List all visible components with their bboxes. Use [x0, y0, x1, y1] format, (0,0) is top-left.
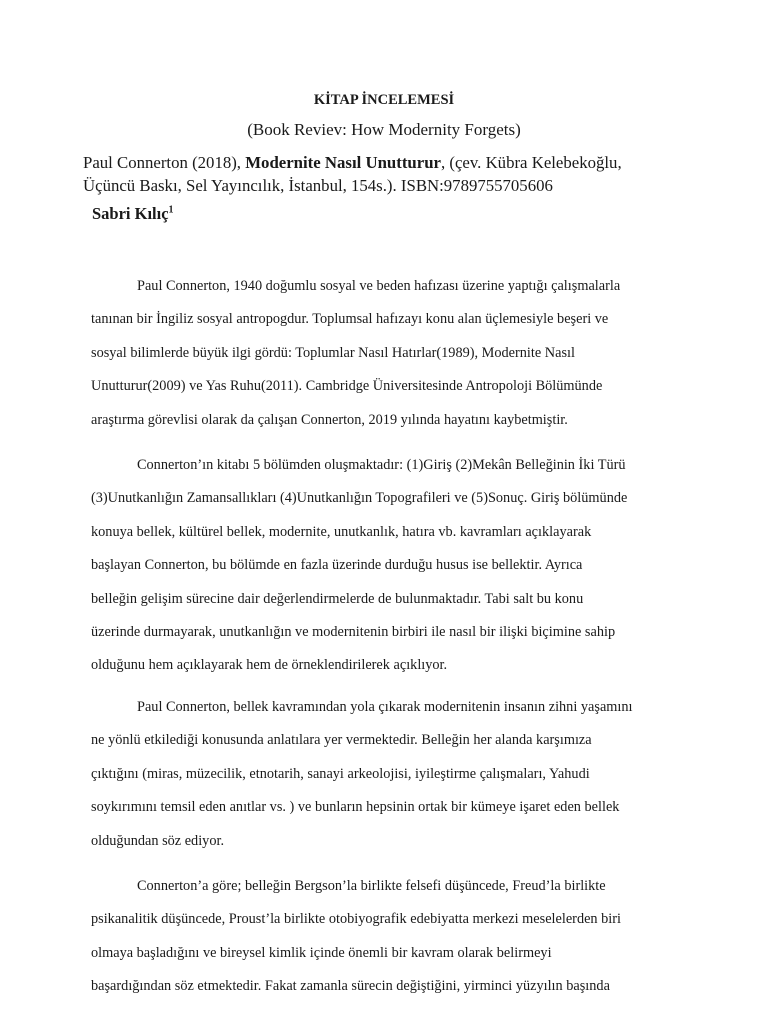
review-subtitle: (Book Reviev: How Modernity Forgets) — [247, 120, 521, 139]
citation-author-year: Paul Connerton (2018), — [83, 153, 242, 172]
paragraph-line: belleğin gelişim sürecine dair değerlendirmelerde de bulunmaktadır. Tabi salt bu konu — [91, 590, 584, 607]
footnote-marker: 1 — [168, 204, 174, 216]
reviewer-name — [92, 204, 174, 224]
paragraph-line: başlayan Connerton, bu bölümde en fazla üzerinde durduğu husus ise bellektir. Ayrıca — [91, 557, 583, 574]
paragraph-line: araştırma görevlisi olarak da çalışan Connerton, 2019 yılında hayatını kaybetmiştir. — [91, 411, 568, 428]
paragraph-line: (3)Unutkanlığın Zamansallıkları (4)Unutkanlığın Topografileri ve (5)Sonuç. Giriş bölümünde — [91, 490, 628, 507]
citation-line-2: Üçüncü Baskı, Sel Yayıncılık, İstanbul, 154s.). ISBN:9789755705606 — [83, 176, 553, 195]
reviewer-name-text: Sabri Kılıç — [92, 204, 169, 223]
paragraph-line: Paul Connerton, bellek kavramından yola çıkarak modernitenin insanın zihni yaşamını — [137, 699, 633, 715]
paragraph-line: olduğunu hem açıklayarak hem de örneklendirilerek açıklıyor. — [91, 657, 448, 674]
paragraph-line: Unutturur(2009) ve Yas Ruhu(2011). Cambridge Üniversitesinde Antropoloji Bölümünde — [91, 378, 603, 395]
paragraph-line: konuya bellek, kültürel bellek, modernite, unutkanlık, hatıra vb. kavramları açıklayarak — [91, 523, 592, 540]
paragraph-line: üzerinde durmayarak, unutkanlığın ve modernitenin birbiri ile nasıl bir ilişki biçimine sahip — [91, 624, 616, 640]
paragraph-line: olduğundan söz ediyor. — [91, 832, 225, 849]
paragraph-line: psikanalitik düşüncede, Proust’la birlikte otobiyografik edebiyatta merkezi meselelerden biri — [91, 911, 622, 928]
paragraph-line: tanınan bir İngiliz sosyal antropogdur. Toplumsal hafızayı konu alan üçlemesiyle beşeri ve — [91, 311, 609, 328]
paragraph-line: çıktığını (miras, müzecilik, etnotarih, sanayi arkeolojisi, iyileştirme çalışmaları, Yahudi — [91, 765, 590, 782]
paragraph-line: Connerton’ın kitabı 5 bölümden oluşmaktadır: (1)Giriş (2)Mekân Belleğinin İki Türü — [137, 457, 626, 473]
paragraph-line: olmaya başladığını ve bireysel kimlik içinde önemli bir kavram olarak belirmeyi — [91, 944, 552, 961]
paragraph-line: ne yönlü etkilediği konusunda anlatılara yer vermektedir. Belleğin her alanda karşımıza — [91, 732, 592, 749]
paragraph-line: Connerton’a göre; belleğin Bergson’la birlikte felsefi düşüncede, Freud’la birlikte — [137, 878, 606, 894]
paragraph-line: sosyal bilimlerde büyük ilgi gördü: Toplumlar Nasıl Hatırlar(1989), Modernite Nasıl — [91, 344, 575, 361]
paragraph-line: başardığından söz etmektedir. Fakat zamanla sürecin değiştiğini, yirminci yüzyılın başında — [91, 978, 610, 995]
citation-line-1 — [83, 151, 723, 174]
book-citation — [83, 151, 723, 197]
review-heading: KİTAP İNCELEMESİ — [313, 92, 455, 108]
citation-book-title: Modernite Nasıl Unutturur — [245, 153, 441, 172]
citation-details: , (çev. Kübra Kelebekoğlu, — [441, 153, 622, 172]
paragraph-line: Paul Connerton, 1940 doğumlu sosyal ve beden hafızası üzerine yaptığı çalışmalarla — [137, 278, 621, 294]
paragraph-line: soykırımını temsil eden anıtlar vs. ) ve bunların hepsinin ortak bir kümeye işaret eden bellek — [91, 799, 620, 816]
